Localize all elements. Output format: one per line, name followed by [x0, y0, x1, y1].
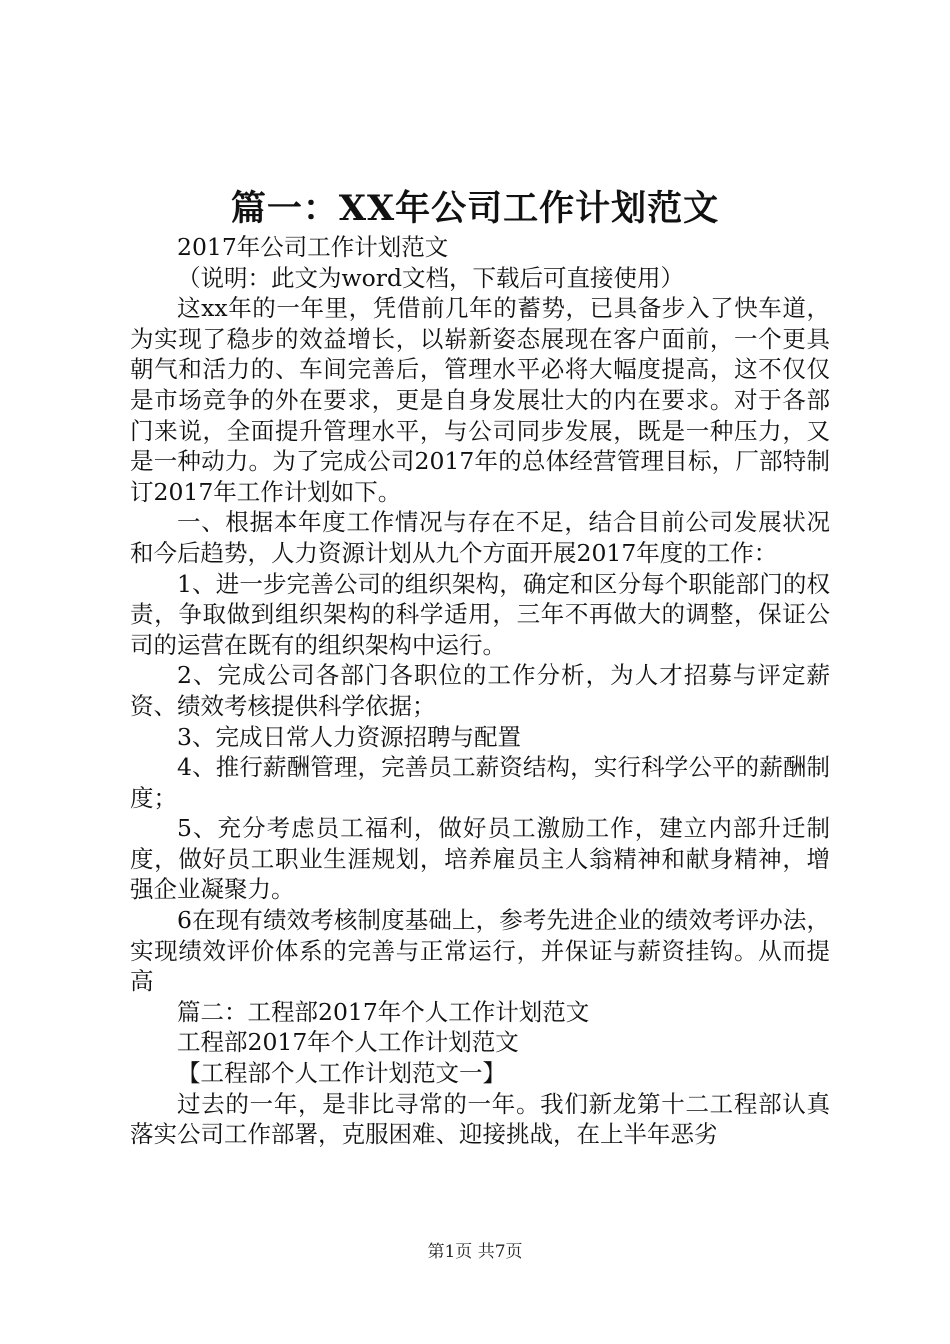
paragraph-section-one: 一、根据本年度工作情况与存在不足，结合目前公司发展状况和今后趋势，人力资源计划从九个方面开展2017年度的工作：	[130, 508, 830, 567]
paragraph-part-two-body: 过去的一年，是非比寻常的一年。我们新龙第十二工程部认真落实公司工作部署，克服困难、迎接挑战，在上半年恶劣	[130, 1089, 830, 1149]
paragraph-part-two-heading: 篇二：工程部2017年个人工作计划范文	[177, 997, 590, 1026]
paragraph-item-1: 1、进一步完善公司的组织架构，确定和区分每个职能部门的权责，争取做到组织架构的科学适用，三年不再做大的调整，保证公司的运营在既有的组织架构中运行。	[130, 569, 830, 659]
paragraph-item-5: 5、充分考虑员工福利，做好员工激励工作，建立内部升迁制度，做好员工职业生涯规划，培养雇员主人翁精神和献身精神，增强企业凝聚力。	[130, 814, 830, 904]
paragraph-item-2: 2、完成公司各部门各职位的工作分析，为人才招募与评定薪资、绩效考核提供科学依据；	[130, 661, 830, 720]
paragraph-note: （说明：此文为word文档，下载后可直接使用）	[177, 263, 685, 292]
document-title: 篇一：XX年公司工作计划范文	[230, 188, 720, 229]
paragraph-part-two-title: 工程部2017年个人工作计划范文	[177, 1028, 519, 1057]
document-body	[130, 232, 830, 1150]
page-number-footer: 第1页 共7页	[427, 1242, 523, 1262]
paragraph-intro: 这xx年的一年里，凭借前几年的蓄势，已具备步入了快车道，为实现了稳步的效益增长，以崭新姿态展现在客户面前，一个更具朝气和活力的、车间完善后，管理水平必将大幅度提高，这不仅仅是市场竞争的外在要求，更是自身发展壮大的内在要求。对于各部门来说，全面提升管理水平，与公司同步发展，既是一种压力，又是一种动力。为了完成公司2017年的总体经营管理目标，厂部特制订2017年工作计划如下。	[130, 294, 830, 506]
paragraph-item-6: 6在现有绩效考核制度基础上，参考先进企业的绩效考评办法，实现绩效评价体系的完善与正常运行，并保证与薪资挂钩。从而提高	[130, 906, 830, 996]
paragraph-item-3: 3、完成日常人力资源招聘与配置	[177, 722, 521, 751]
paragraph-item-4: 4、推行薪酬管理，完善员工薪资结构，实行科学公平的薪酬制度；	[130, 753, 830, 812]
paragraph-part-two-subheading: 【工程部个人工作计划范文一】	[177, 1059, 506, 1088]
paragraph-subtitle: 2017年公司工作计划范文	[177, 233, 449, 261]
